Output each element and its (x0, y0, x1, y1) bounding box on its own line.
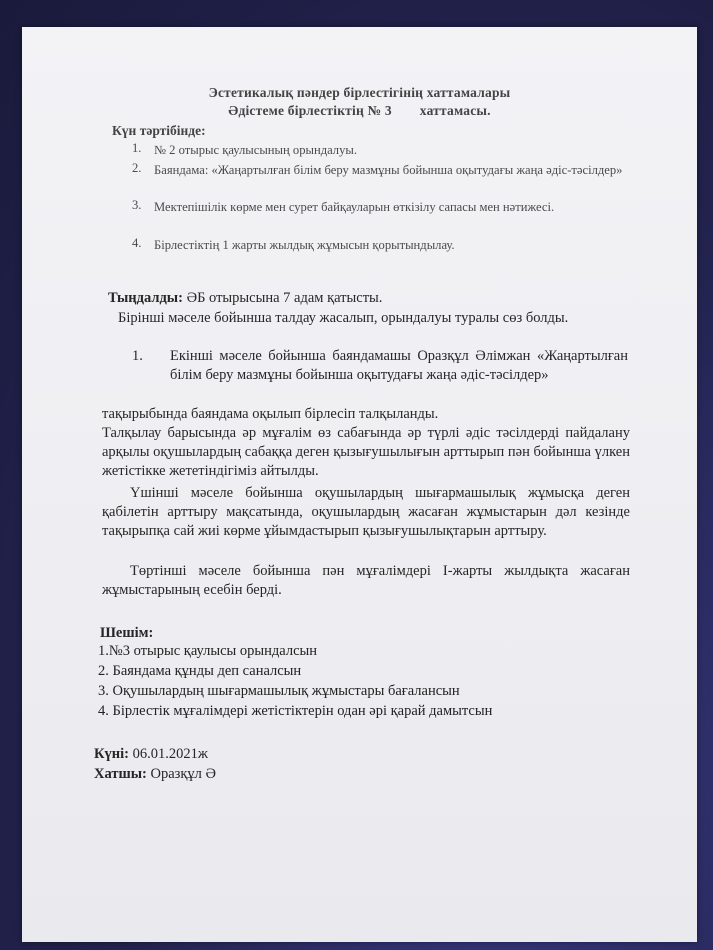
secretary-label: Хатшы: (94, 766, 147, 782)
agenda-item-text: Бірлестіктің 1 жарты жылдық жұмысын қорытындылау. (154, 238, 455, 252)
fourth-issue-paragraph: Төртінші мәселе бойынша пән мұғалімдері І-жарты жылдықта жасаған жұмыстарының есебін берді. (102, 563, 630, 598)
first-issue-paragraph: Бірінші мәселе бойынша талдау жасалып, орындалуы туралы сөз болды. (118, 310, 569, 326)
document-title: Эстетикалық пәндер бірлестігінің хаттамалары (208, 85, 511, 100)
date-label: Күні: (94, 746, 129, 762)
agenda-heading: Күн тәртібінде: (112, 123, 206, 138)
agenda-item-number: 4. (132, 236, 142, 250)
third-issue-paragraph: Үшінші мәселе бойынша оқушылардың шығармашылық жұмысқа деген қабілетін арттыру мақсатында, оқушылардың жасаған жұмыстарын дәл кезінде тақырыпқа сай жиі көрме ұйымдастырып қызығушылықтарын арттыру. (102, 485, 630, 539)
agenda-item-number: 1. (132, 141, 142, 155)
secretary-value: Оразқұл Ә (150, 766, 217, 782)
decision-item: 2. Баяндама құнды деп саналсын (98, 663, 302, 679)
listened-text: ӘБ отырысына 7 адам қатысты. (186, 290, 383, 306)
discussion-paragraph: Талқылау барысында әр мұғалім өз сабағында әр түрлі әдіс тәсілдерді пайдалану арқылы оқушылардың сабаққа деген қызығушылығын арттырып пән бойынша үлкен жетістікке жететіндігіміз айтылды. (102, 425, 630, 479)
agenda-item-text: № 2 отырыс қаулысының орындалуы. (154, 143, 357, 157)
agenda-item-number: 3. (132, 198, 142, 212)
decision-item: 3. Оқушылардың шығармашылық жұмыстары бағалансын (98, 683, 460, 699)
agenda-item-text: Мектепішілік көрме мен сурет байқауларын өткізілу сапасы мен нәтижесі. (154, 200, 555, 214)
listened-label: Тыңдалды: (108, 290, 183, 306)
protocol-number: Әдістеме бірлестіктің № 3 (228, 103, 392, 118)
second-issue-number: 1. (132, 348, 143, 364)
decision-heading: Шешім: (100, 625, 154, 641)
protocol-suffix: хаттамасы. (419, 103, 491, 118)
agenda-item-text: Баяндама: «Жаңартылған білім беру мазмұны бойынша оқытудағы жаңа әдіс-тәсілдер» (154, 163, 623, 177)
decision-item: 4. Бірлестік мұғалімдері жетістіктерін одан әрі қарай дамытсын (98, 703, 493, 719)
second-issue-paragraph: Екінші мәселе бойынша баяндамашы Оразқұл Әлімжан «Жаңартылған білім беру мазмұны бойынша оқытудағы жаңа әдіс-тәсілдер» (170, 348, 628, 383)
date-value: 06.01.2021ж (132, 746, 208, 762)
second-issue-continuation: тақырыбында баяндама оқылып бірлесіп талқыланды. (102, 406, 439, 422)
protocol-number-line (22, 103, 697, 119)
date-line (94, 745, 208, 764)
agenda-item-number: 2. (132, 161, 142, 175)
document-page (22, 27, 697, 942)
listened-line (108, 289, 628, 308)
secretary-line (94, 765, 216, 784)
decision-item: 1.№3 отырыс қаулысы орындалсын (98, 643, 318, 659)
